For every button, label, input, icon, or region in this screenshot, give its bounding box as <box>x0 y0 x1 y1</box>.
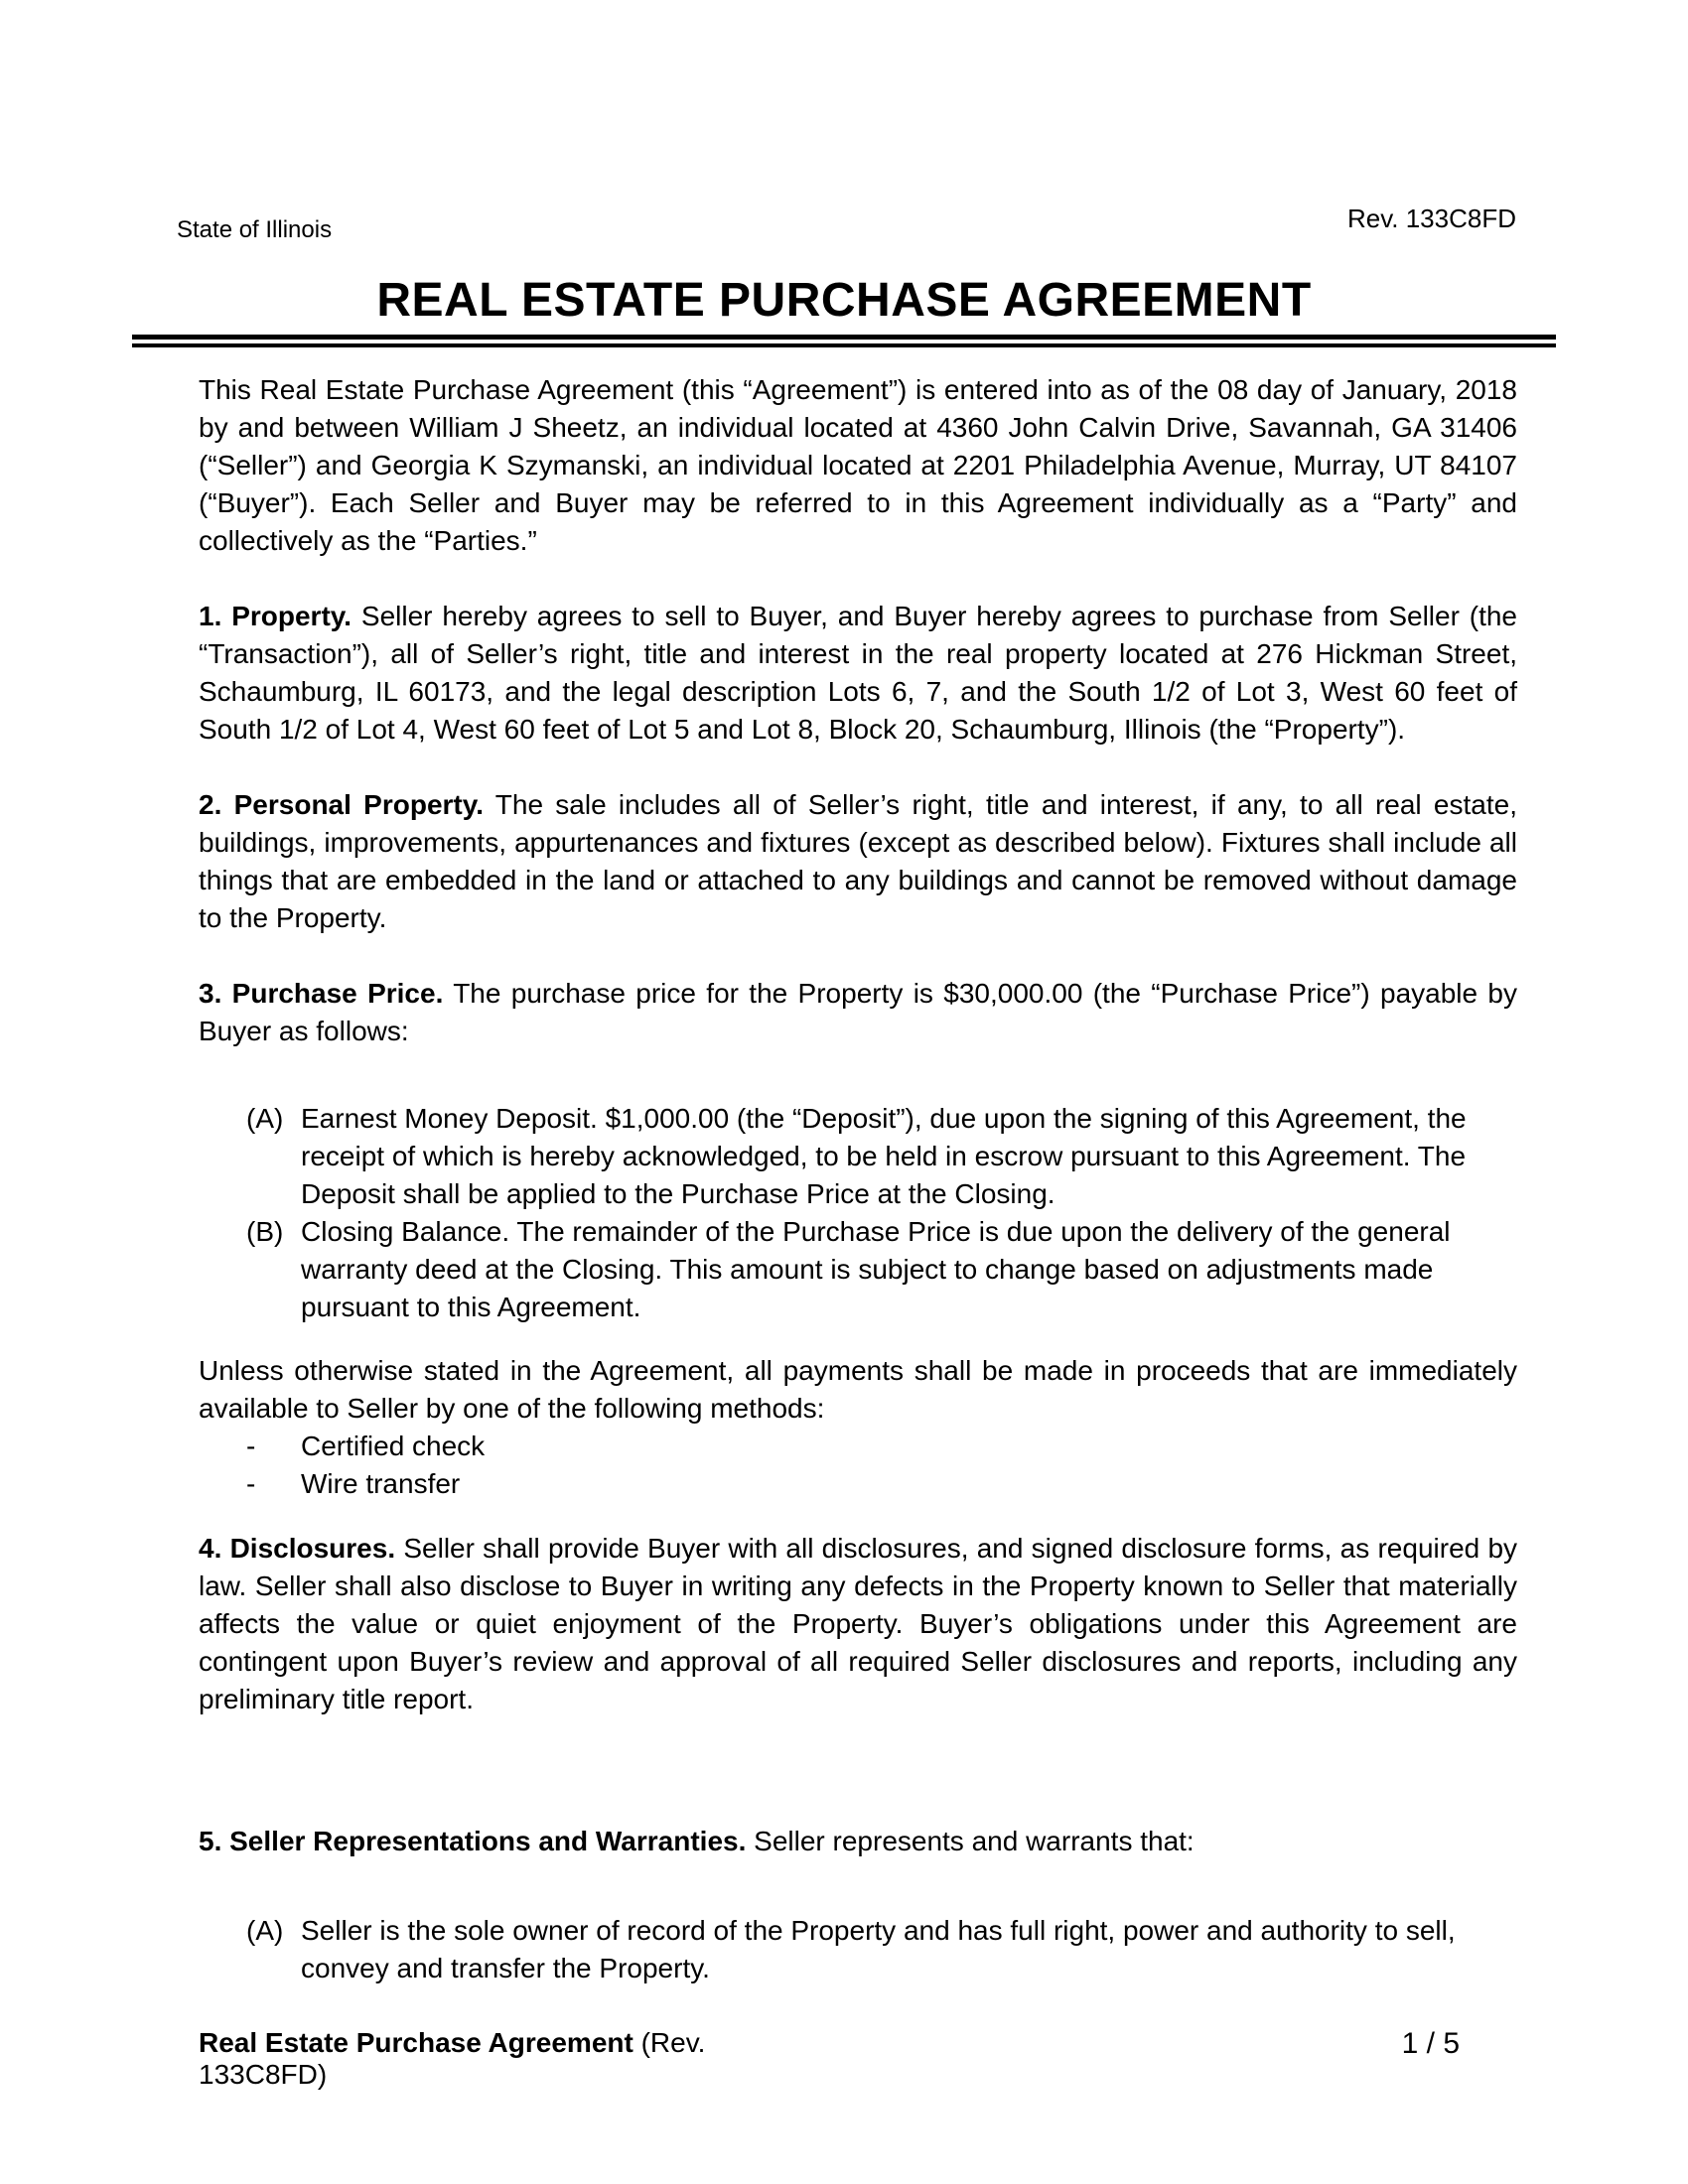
list-item <box>246 1428 1517 1465</box>
section-purchase-price-heading: 3. Purchase Price. <box>199 978 444 1009</box>
list-item-text: Certified check <box>301 1431 486 1461</box>
section-personal-property-body: The sale includes all of Seller’s right, title and interest, if any, to all real estate, buildings, improvements, appurtenances and fixtures (except as described below). Fixtures shall include all things that are embedded in the land or attached to any buildings and cannot be removed without damage to the Property. <box>199 789 1517 933</box>
section-disclosures <box>199 1530 1517 1718</box>
list-item <box>246 1100 1517 1213</box>
list-item-text: Wire transfer <box>301 1468 461 1499</box>
page-footer <box>199 2027 1460 2091</box>
revision-label: Rev. 133C8FD <box>1346 204 1516 233</box>
warranty-list <box>246 1912 1517 1987</box>
section-purchase-price <box>199 975 1517 1050</box>
section-disclosures-body: Seller shall provide Buyer with all disclosures, and signed disclosure forms, as required by law. Seller shall also disclose to Buyer in writing any defects in the Property known to Seller that materially affects the value or quiet enjoyment of the Property. Buyer’s obligations under this Agreement are contingent upon Buyer’s review and approval of all required Seller disclosures and reports, including any preliminary title report. <box>199 1533 1518 1714</box>
payments-note: Unless otherwise stated in the Agreement, all payments shall be made in proceeds that are immediately available to Seller by one of the following methods: <box>199 1355 1517 1424</box>
payment-methods-list <box>246 1428 1517 1503</box>
list-item-text: Earnest Money Deposit. $1,000.00 (the “Deposit”), due upon the signing of this Agreement, the receipt of which is hereby acknowledged, to be held in escrow pursuant to this Agreement. The Deposit shall be applied to the Purchase Price at the Closing. <box>301 1103 1467 1209</box>
section-personal-property-heading: 2. Personal Property. <box>199 789 485 820</box>
footer-doc-rev: (Rev. 133C8FD) <box>199 2027 706 2090</box>
list-item-marker: (A) <box>246 1103 284 1134</box>
title-divider <box>132 335 1556 347</box>
list-item-text: Closing Balance. The remainder of the Purchase Price is due upon the delivery of the general warranty deed at the Closing. This amount is subject to change based on adjustments made pursuant to this Agreement. <box>301 1216 1451 1322</box>
page-number: 1 / 5 <box>1401 2027 1460 2060</box>
footer-doc-title: Real Estate Purchase Agreement <box>199 2027 633 2058</box>
intro-paragraph: This Real Estate Purchase Agreement (this “Agreement”) is entered into as of the 08 day of January, 2018 by and between William J Sheetz, an individual located at 4360 John Calvin Drive, Savannah, GA 31406 (“Seller”) and Georgia K Szymanski, an individual located at 2201 Philadelphia Avenue, Murray, UT 84107 (“Buyer”). Each Seller and Buyer may be referred to in this Agreement individually as a “Party” and collectively as the “Parties.” <box>199 374 1517 556</box>
section-personal-property <box>199 786 1517 937</box>
list-item-text: Seller is the sole owner of record of the Property and has full right, power and authority to sell, convey and transfer the Property. <box>301 1915 1456 1983</box>
section-property-body: Seller hereby agrees to sell to Buyer, and Buyer hereby agrees to purchase from Seller (the “Transaction”), all of Seller’s right, title and interest in the real property located at 276 Hickman Street, Schaumburg, IL 60173, and the legal description Lots 6, 7, and the South 1/2 of Lot 3, West 60 feet of South 1/2 of Lot 4, West 60 feet of Lot 5 and Lot 8, Block 20, Schaumburg, Illinois (the “Property”). <box>199 601 1517 745</box>
section-disclosures-heading: 4. Disclosures. <box>199 1533 396 1564</box>
page-title: REAL ESTATE PURCHASE AGREEMENT <box>376 274 1312 327</box>
list-item <box>246 1912 1517 1987</box>
footer-doc-label <box>199 2027 794 2091</box>
document-header <box>177 204 1516 245</box>
section-seller-representations-heading: 5. Seller Representations and Warranties. <box>199 1826 747 1856</box>
list-item-marker: (B) <box>246 1216 284 1247</box>
section-seller-representations <box>199 1823 1517 1860</box>
section-property <box>199 598 1517 749</box>
section-seller-representations-body: Seller represents and warrants that: <box>754 1826 1195 1856</box>
state-label: State of Illinois <box>177 216 333 243</box>
purchase-price-list <box>246 1100 1517 1326</box>
list-item <box>246 1213 1517 1326</box>
section-property-heading: 1. Property. <box>199 601 352 631</box>
list-item-marker: - <box>246 1468 256 1499</box>
list-item <box>246 1465 1517 1503</box>
section-purchase-price-body: The purchase price for the Property is $30,000.00 (the “Purchase Price”) payable by Buyer as follows: <box>199 978 1517 1046</box>
list-item-marker: - <box>246 1431 256 1461</box>
list-item-marker: (A) <box>246 1915 284 1946</box>
